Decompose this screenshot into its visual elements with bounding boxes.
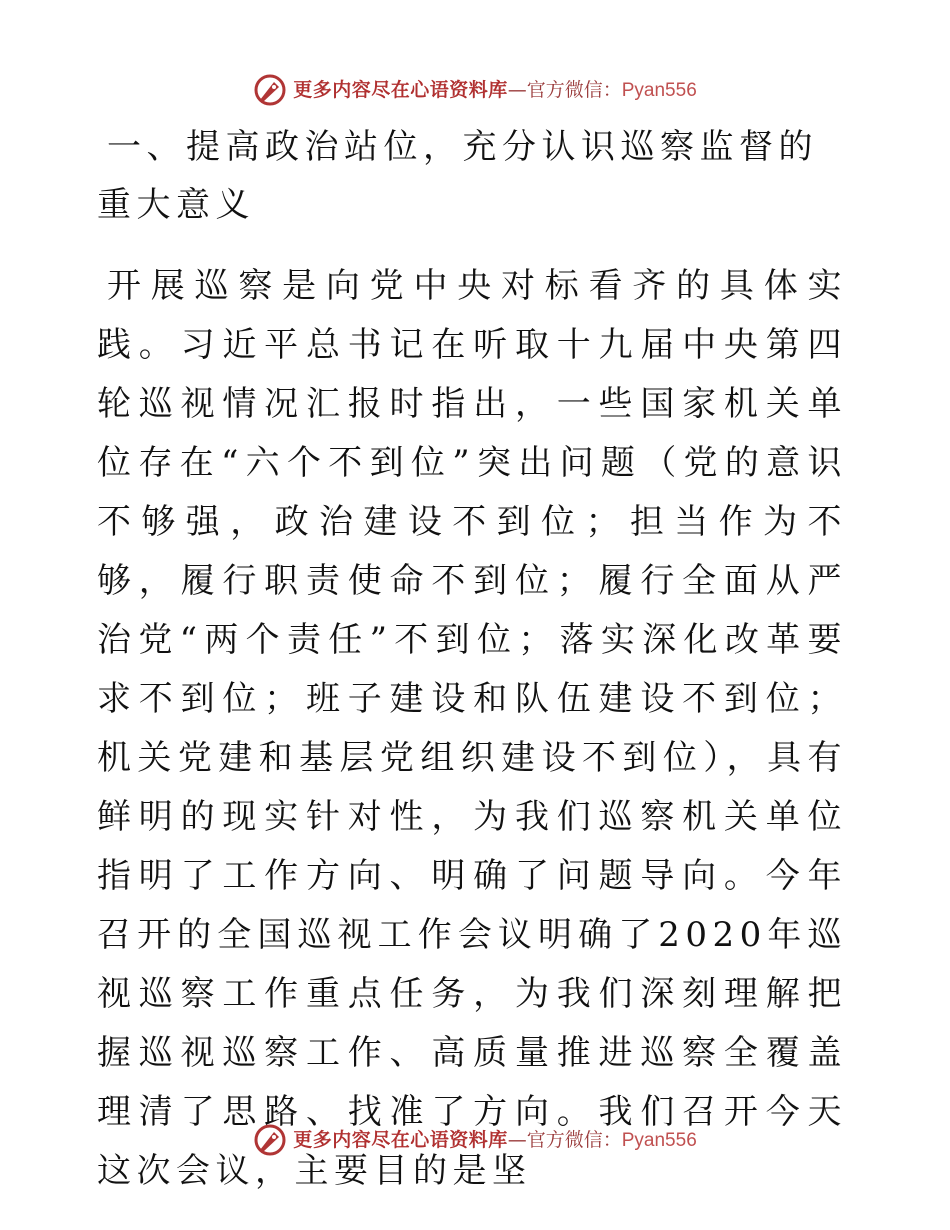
watermark-separator: — (507, 78, 527, 101)
watermark-wechat-label: 官方微信： (526, 1128, 622, 1151)
pen-nib-seal-icon (253, 73, 287, 107)
watermark-wechat-label: 官方微信： (526, 78, 622, 101)
watermark-site: 更多内容尽在心语资料库 (293, 78, 508, 101)
watermark-text (293, 78, 697, 101)
footer-watermark (0, 1120, 950, 1160)
watermark-wechat-id: Pyan556 (621, 79, 697, 101)
watermark-separator: — (507, 1128, 527, 1151)
body-paragraph: 开展巡察是向党中央对标看齐的具体实践。习近平总书记在听取十九届中央第四轮巡视情况汇报时指出，一些国家机关单位存在“六个不到位”突出问题（党的意识不够强，政治建设不到位；担当作为不够，履行职责使命不到位；履行全面从严治党“两个责任”不到位；落实深化改革要求不到位；班子建设和队伍建设不到位；机关党建和基层党组织建设不到位），具有鲜明的现实针对性，为我们巡察机关单位指明了工作方向、明确了问题导向。今年召开的全国巡视工作会议明确了2020年巡视巡察工作重点任务，为我们深刻理解把握巡视巡察工作、高质量推进巡察全覆盖理清了思路、找准了方向。我们召开今天这次会议，主要目的是坚 (97, 266, 847, 1191)
section-heading: 一、提高政治站位，充分认识巡察监督的重大意义 (97, 127, 818, 225)
watermark-site: 更多内容尽在心语资料库 (293, 1128, 508, 1151)
watermark-wechat-id: Pyan556 (621, 1129, 697, 1151)
watermark-text (293, 1128, 697, 1151)
document-body (97, 118, 857, 1201)
pen-nib-seal-icon (253, 1123, 287, 1157)
header-watermark (0, 70, 950, 110)
